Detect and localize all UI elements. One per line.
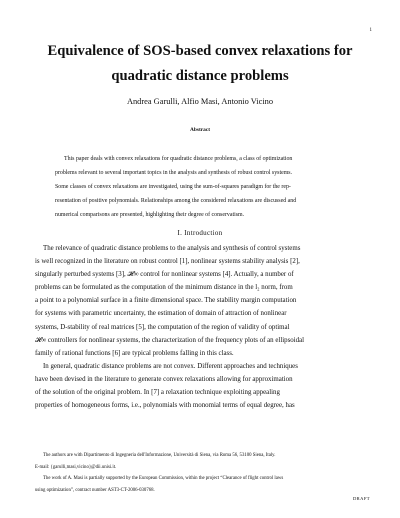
abstract-line: Some classes of convex relaxations are investigated, using the sum-of-squares paradigm for the rep- (55, 184, 291, 191)
footnote-line: The authors are with Dipartimento di Ingegneria dell'Informazione, Università di Siena, via Roma 56, 53100 Siena, Italy. (43, 453, 276, 458)
abstract-line: resentation of positive polynomials. Relationships among the considered relaxations are discussed and (55, 198, 297, 205)
intro-line: singularly perturbed systems [3], 𝓗∞ control for nonlinear systems [4]. Actually, a number of (35, 271, 294, 279)
footnote-line: using optimization”, contract number AST3-CT-2006-030768. (35, 487, 155, 493)
author-list: Andrea Garulli, Alfio Masi, Antonio Vicino (126, 97, 274, 106)
intro-line: 𝓗∞ controllers for nonlinear systems, the characterization of the frequency plots of an ellipsoidal (35, 336, 305, 344)
introduction-body (35, 242, 365, 412)
page-number: 1 (369, 28, 372, 33)
intro-line: a point to a polynomial surface in a finite dimensional space. The stability margin computation (35, 297, 297, 305)
intro-line: for systems with parametric uncertainty, the estimation of domain of attraction of nonlinear (35, 310, 287, 318)
intro-line: of the solution of the original problem. In [7] a relaxation technique exploiting appealing (35, 389, 280, 397)
abstract-line: problems relevant to several important topics in the analysis and synthesis of robust control systems. (55, 170, 293, 177)
intro-line: problems can be formulated as the computation of the minimum distance in the l₂ norm, from (35, 284, 293, 292)
intro-line: In general, quadratic distance problems are not convex. Different approaches and techniques (43, 362, 298, 370)
footnote-line: E-mail: {garulli,masi,vicino}@dii.unisi.it. (35, 464, 117, 470)
intro-line: is well recognized in the literature on robust control [1], nonlinear systems stability analysis [2], (35, 258, 300, 266)
draft-label: DRAFT (352, 496, 370, 501)
abstract-line: numerical comparisons are presented, highlighting their degree of conservatism. (55, 212, 245, 219)
intro-line: systems, D-stability of real matrices [5], the computation of the region of validity of optimal (35, 323, 290, 331)
intro-line: family of rational functions [6] are typical problems falling in this class. (35, 349, 234, 357)
footnotes (35, 450, 365, 496)
intro-line: The relevance of quadratic distance problems to the analysis and synthesis of control systems (43, 245, 301, 252)
abstract-line: This paper deals with convex relaxations for quadratic distance problems, a class of optimization (64, 156, 293, 162)
footnote-line: The work of A. Masi is partially supported by the European Commission, within the project “Clearance of flight control laws (43, 476, 284, 482)
paper-title-line-1: Equivalence of SOS-based convex relaxations for (47, 43, 353, 59)
intro-line: have been devised in the literature to generate convex relaxations allowing for approximation (35, 375, 293, 383)
abstract-body (55, 152, 345, 222)
section-heading-introduction: I. Introduction (177, 229, 223, 237)
abstract-heading: Abstract (189, 127, 211, 133)
paper-title-line-2: quadratic distance problems (111, 68, 289, 84)
intro-line: properties of homogeneous forms, i.e., polynomials with monomial terms of equal degree, has (35, 402, 295, 410)
